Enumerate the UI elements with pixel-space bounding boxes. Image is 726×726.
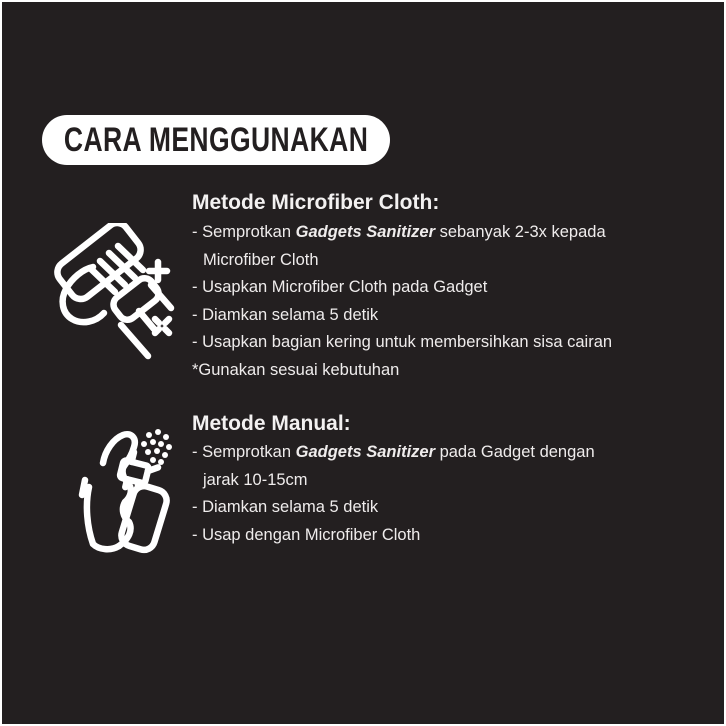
instruction-line: - Semprotkan Gadgets Sanitizer sebanyak 2-3x kepada: [192, 223, 606, 241]
instructions-manual: [192, 439, 595, 549]
spray-mist-dots: [141, 429, 172, 465]
instruction-line: Microfiber Cloth: [203, 250, 319, 269]
hand-spray-bottle-icon: [63, 423, 201, 561]
instruction-line: *Gunakan sesuai kebutuhan: [192, 360, 400, 379]
instruction-line: - Semprotkan Gadgets Sanitizer pada Gadget dengan: [192, 443, 595, 461]
instruction-line: - Usap dengan Microfiber Cloth: [192, 525, 421, 544]
page-title: CARA MENGGUNAKAN: [63, 120, 369, 159]
hand-wiping-cloth-icon: [47, 223, 189, 365]
instruction-line: - Diamkan selama 5 detik: [192, 498, 379, 516]
instruction-line: - Usapkan bagian kering untuk membersihkan sisa cairan: [192, 333, 613, 351]
section-heading-microfiber: Metode Microfiber Cloth:: [192, 191, 440, 214]
section-heading-manual: Metode Manual:: [192, 412, 351, 435]
instructions-microfiber: [192, 219, 612, 384]
instruction-line: - Diamkan selama 5 detik: [192, 305, 379, 324]
instruction-line: - Usapkan Microfiber Cloth pada Gadget: [192, 278, 488, 296]
instruction-line: jarak 10-15cm: [203, 470, 308, 489]
title-pill: [42, 115, 390, 165]
